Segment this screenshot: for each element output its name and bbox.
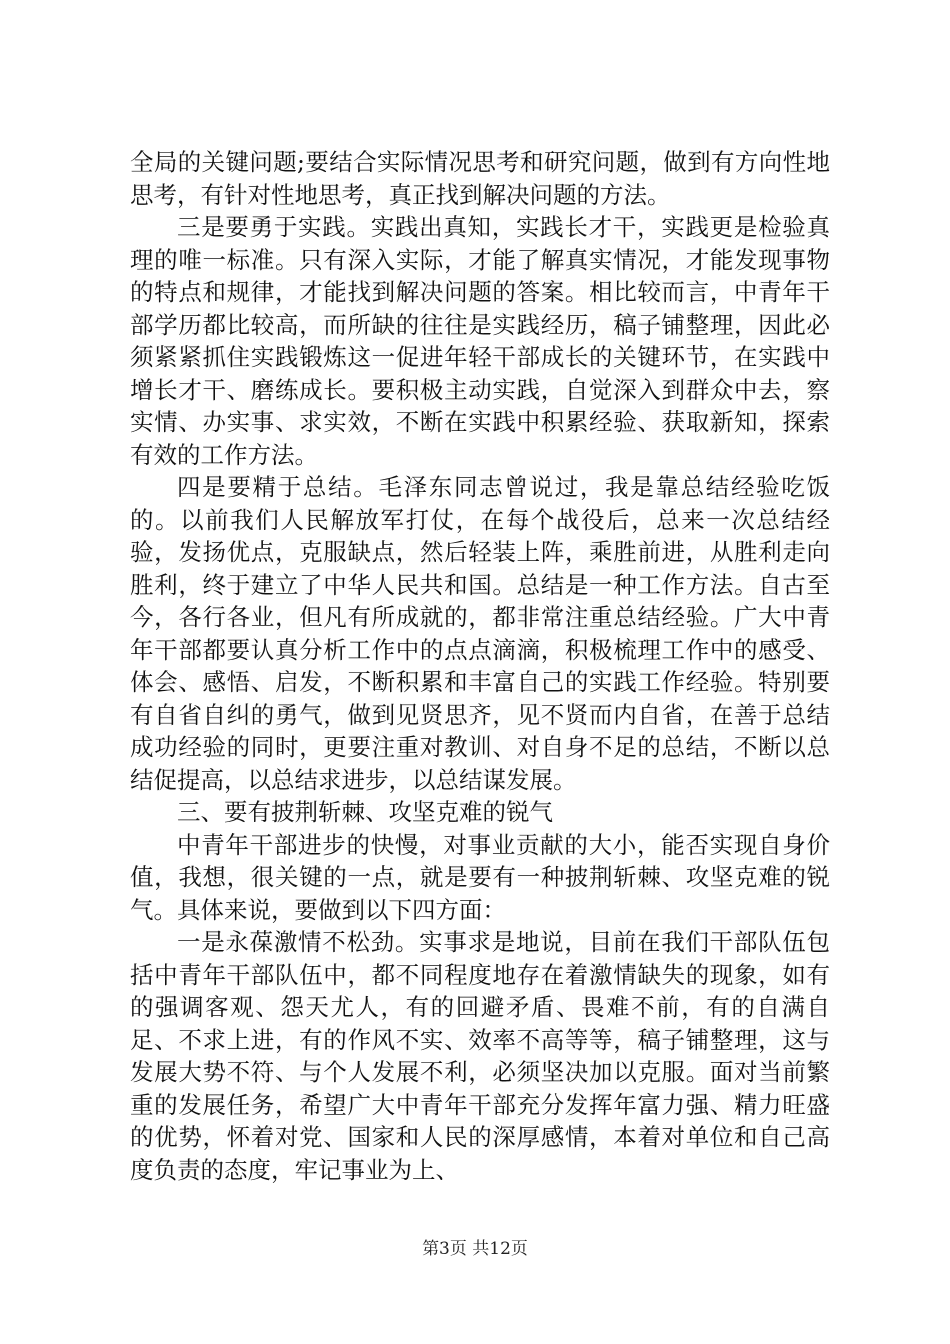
page-number: 第3页 共12页 (422, 1239, 528, 1259)
paragraph-section-intro: 中青年干部进步的快慢，对事业贡献的大小，能否实现自身价值，我想，很关键的一点，就是要有一种披荆斩棘、攻坚克难的锐气。具体来说，要做到以下四方面： (130, 830, 830, 924)
document-body (130, 146, 830, 1186)
paragraph-practice: 三是要勇于实践。实践出真知，实践长才干，实践更是检验真理的唯一标准。只有深入实际，才能了解真实情况，才能发现事物的特点和规律，才能找到解决问题的答案。相比较而言，中青年干部学历都比较高，而所缺的往往是实践经历，稿子铺整理，因此必须紧紧抓住实践锻炼这一促进年轻干部成长的关键环节，在实践中增长才干、磨练成长。要积极主动实践，自觉深入到群众中去，察实情、办实事、求实效，不断在实践中积累经验、获取新知，探索有效的工作方法。 (130, 213, 830, 469)
paragraph-continuation: 全局的关键问题;要结合实际情况思考和研究问题，做到有方向性地思考，有针对性地思考，真正找到解决问题的方法。 (130, 148, 830, 209)
paragraph-passion: 一是永葆激情不松劲。实事求是地说，目前在我们干部队伍包括中青年干部队伍中，都不同程度地存在着激情缺失的现象，如有的强调客观、怨天尤人，有的回避矛盾、畏难不前，有的自满自足、不求上进，有的作风不实、效率不高等等，稿子铺整理，这与发展大势不符、与个人发展不利，必须坚决加以克服。面对当前繁重的发展任务，希望广大中青年干部充分发挥年富力强、精力旺盛的优势，怀着对党、国家和人民的深厚感情，本着对单位和自己高度负责的态度，牢记事业为上、 (130, 928, 830, 1184)
paragraph-summarize: 四是要精于总结。毛泽东同志曾说过，我是靠总结经验吃饭的。以前我们人民解放军打仗，在每个战役后，总来一次总结经验，发扬优点，克服缺点，然后轻装上阵，乘胜前进，从胜利走向胜利，终于建立了中华人民共和国。总结是一种工作方法。自古至今，各行各业，但凡有所成就的，都非常注重总结经验。广大中青年干部都要认真分析工作中的点点滴滴，积极梳理工作中的感受、体会、感悟、启发，不断积累和丰富自己的实践工作经验。特别要有自省自纠的勇气，做到见贤思齐，见不贤而内自省，在善于总结成功经验的同时，更要注重对教训、对自身不足的总结，不断以总结促提高，以总结求进步，以总结谋发展。 (130, 473, 830, 794)
section-heading: 三、要有披荆斩棘、攻坚克难的锐气 (177, 798, 553, 826)
page-footer (0, 1238, 950, 1260)
